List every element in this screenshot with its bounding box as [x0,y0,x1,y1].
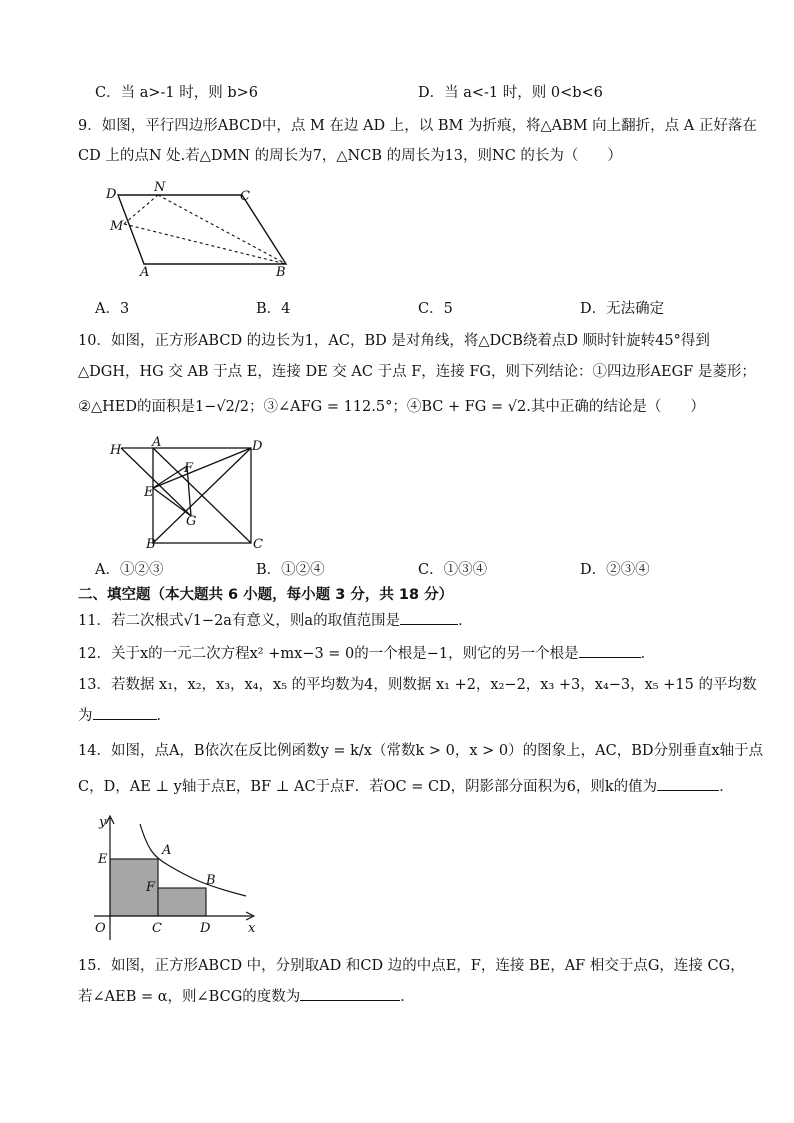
q13-text-line2 [78,705,171,727]
q12-prompt: 12．关于x的一元二次方程x² +mx−3 = 0的一个根是−1，则它的另一个根是 [78,646,579,662]
q10-square-figure [108,436,268,552]
q10-text-line2: △DGH，HG 交 AB 于点 E，连接 DE 交 AC 于点 F，连接 FG，则下列结论：①四边形AEGF 是菱形； [78,364,756,380]
q14-answer-blank[interactable] [657,776,719,791]
q10-text-line3: ②△HED的面积是1−√2/2；③∠AFG = 112.5°；④BC + FG = √2.其中正确的结论是（ ） [78,399,705,415]
q15-text-line1: 15．如图，正方形ABCD 中，分别取AD 和CD 边的中点E，F，连接 BE，AF 相交于点G，连接 CG， [78,958,745,974]
q15-answer-blank[interactable] [300,986,400,1001]
q8-option-d: D．当 a<-1 时，则 0<b<6 [418,85,603,101]
q15-prompt: 若∠AEB = α，则∠BCG的度数为 [78,989,301,1005]
q15-period: ． [400,989,415,1005]
q14-inverse-function-figure [88,810,268,944]
q10-label-g: G [186,514,197,529]
q9-text-line1: 9．如图，平行四边形ABCD中，点 M 在边 AD 上，以 BM 为折痕，将△ABM 向上翻折，点 A 正好落在 [78,118,757,134]
q10-label-e: E [144,485,154,500]
q9-option-c: C．5 [418,301,453,317]
q15-text-line2 [78,986,415,1008]
q13-period: ． [156,708,171,724]
q13-prefix: 为 [78,708,93,724]
q10-label-a: A [152,436,162,450]
q14-label-x: x [248,921,256,936]
q9-option-a: A．3 [95,301,130,317]
q14-label-c: C [152,921,162,936]
q10-label-f: F [184,461,194,476]
q9-label-d: D [106,187,117,202]
q14-label-a: A [162,843,172,858]
q9-text-line2: CD 上的点N 处.若△DMN 的周长为7，△NCB 的周长为13，则NC 的长为（ ） [78,148,622,164]
q14-label-y: y [99,815,107,830]
q10-option-c: C．①③④ [418,562,488,578]
q11-period: ． [458,613,473,629]
q13-answer-blank[interactable] [93,705,157,720]
section-heading: 二、填空题（本大题共 6 小题，每小题 3 分，共 18 分） [78,587,454,603]
q14-prompt: C，D，AE ⊥ y轴于点E，BF ⊥ AC于点F．若OC = CD，阴影部分面积为6，则k的值为 [78,779,658,795]
q12-text [78,643,655,665]
q10-label-b: B [146,537,156,552]
q14-period: ． [719,779,734,795]
q9-label-b: B [276,265,286,280]
q9-option-d: D．无法确定 [580,301,665,317]
q10-label-d: D [252,439,263,454]
q11-prompt: 11．若二次根式√1−2a有意义，则a的取值范围是 [78,613,401,629]
q14-label-b: B [206,873,216,888]
q12-answer-blank[interactable] [579,643,641,658]
q10-label-c: C [253,537,263,552]
q9-label-a: A [140,265,150,280]
q10-option-d: D．②③④ [580,562,650,578]
q14-text-line2 [78,776,734,798]
q9-option-b: B．4 [256,301,291,317]
q9-label-n: N [154,180,166,195]
q10-option-a: A．①②③ [95,562,164,578]
q8-option-c: C．当 a>-1 时，则 b>6 [95,85,258,101]
q14-label-d: D [200,921,211,936]
q9-label-c: C [240,189,250,204]
q9-label-m: M [110,219,124,234]
q9-parallelogram-figure [100,178,300,280]
q13-text-line1: 13．若数据 x₁，x₂，x₃，x₄，x₅ 的平均数为4，则数据 x₁ +2，x₂−2，x₃ +3，x₄−3，x₅ +15 的平均数 [78,677,757,693]
q12-period: ． [640,646,656,662]
q10-label-h: H [110,443,122,458]
q14-label-f: F [146,880,156,895]
q10-option-b: B．①②④ [256,562,325,578]
q14-label-e: E [98,852,108,867]
q11-text [78,610,473,632]
q14-label-o: O [95,921,106,936]
q11-answer-blank[interactable] [400,610,458,625]
q14-text-line1: 14．如图，点A，B依次在反比例函数y = k/x（常数k > 0，x > 0）的图象上，AC，BD分别垂直x轴于点 [78,743,764,759]
q10-text-line1: 10．如图，正方形ABCD 的边长为1，AC，BD 是对角线，将△DCB绕着点D 顺时针旋转45°得到 [78,333,710,349]
